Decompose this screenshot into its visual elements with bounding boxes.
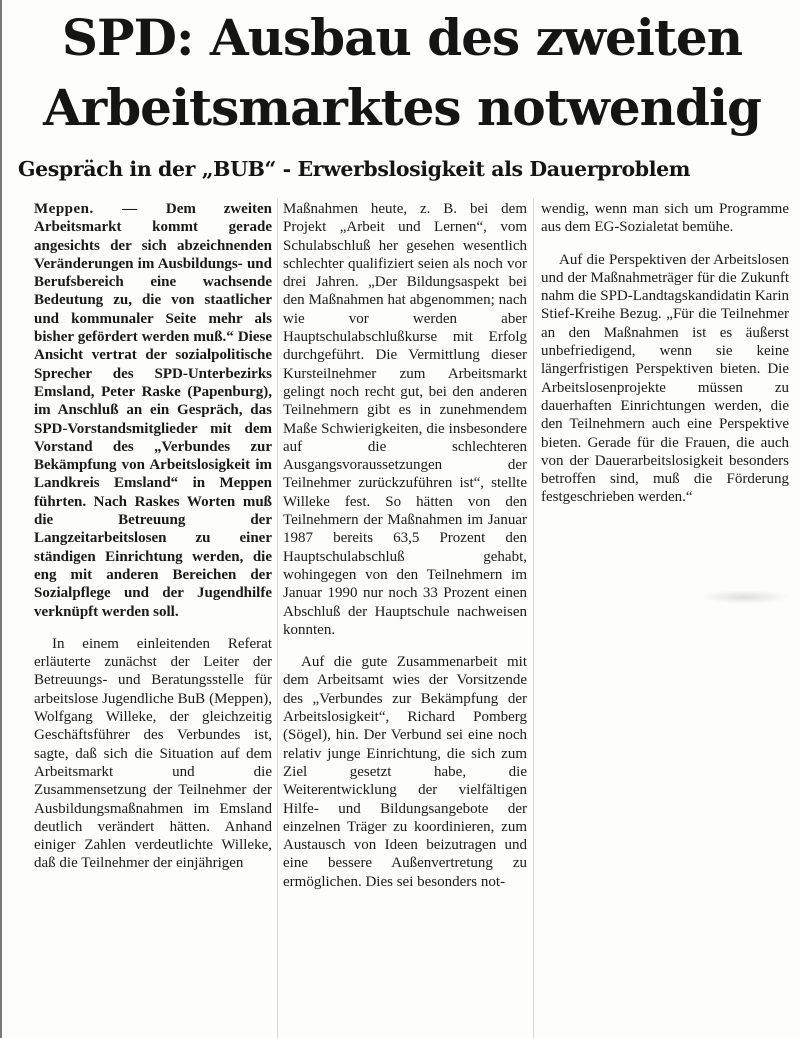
article-column-1 xyxy=(34,200,272,873)
body-paragraph: Auf die Perspektiven der Arbeitslosen und der Maßnahmeträger für die Zukunft nahm die SPD-Landtagskandidatin Karin Stief-Kreihe Bezug. „Für die Teilnehmer an den Maßnahmen ist es äußerst unbefriedigend, wenn sie keine längerfristigen Perspektiven bieten. Die Arbeitslosenprojekte müssen zu dauerhaften Einrichtungen werden, die den Teilnehmern auch eine Perspektive bieten. Gerade für die Frauen, die auch von der Dauerarbeitslosigkeit besonders betroffen sind, muß die Förderung festgeschrieben werden.“ xyxy=(541,251,789,506)
body-paragraph: In einem einleitenden Referat erläuterte zunächst der Leiter der Betreuungs- und Beratungsstelle für arbeitslose Jugendliche BuB (Meppen), Wolfgang Willeke, der gleichzeitig Geschäftsführer des Verbundes ist, sagte, daß sich die Situation auf dem Arbeitsmarkt und die Zusammensetzung der Teilnehmer der Ausbildungsmaßnahmen im Emsland deutlich verändert hätten. Anhand einiger Zahlen verdeutlichte Willeke, daß die Teilnehmer der einjährigen xyxy=(34,635,272,872)
lead-text: Dem zweiten Arbeitsmarkt kommt gerade angesichts der sich abzeichnenden Veränderungen im Ausbildungs- und Berufsbereich eine wachsende Bedeutung zu, die von staatlicher und kommunaler Seite mehr als bisher gefördert werden muß.“ Diese Ansicht vertrat der sozialpolitische Sprecher des SPD-Unterbezirks Emsland, Peter Raske (Papenburg), im Anschluß an ein Gespräch, das SPD-Vorstandsmitglieder mit dem Vorstand des „Verbundes zur Bekämpfung von Arbeitslosigkeit im Landkreis Emsland“ in Meppen führten. Nach Raskes Worten muß die Betreuung der Langzeitarbeitslosen zu einer ständigen Einrichtung werden, die eng mit anderen Bereichen der Sozialpflege und der Jugendhilfe verknüpft werden soll. xyxy=(34,201,273,620)
body-paragraph: Maßnahmen heute, z. B. bei dem Projekt „Arbeit und Lernen“, vom Schulabschluß her gesehen wesentlich schlechter qualifiziert seien als noch vor drei Jahren. „Der Bildungsaspekt bei den Maßnahmen hat abgenommen; nach wie vor werden aber Hauptschulabschlußkurse mit Erfolg durchgeführt. Die Vermittlung dieser Kursteilnehmer zum Arbeitsmarkt gelingt noch recht gut, bei den anderen Teilnehmern gibt es in zunehmendem Maße Schwierigkeiten, die insbesondere auf die schlechteren Ausgangsvoraussetzungen der Teilnehmer zurückzuführen ist“, stellte Willeke fest. So hätten von den Teilnehmern der Maßnahmen im Januar 1987 bereits 63,5 Prozent den Hauptschulabschluß gehabt, wohingegen von den Teilnehmern im Januar 1990 nur noch 33 Prozent einen Abschluß der Hauptschule nachweisen konnten. xyxy=(283,201,527,638)
article-column-2 xyxy=(283,200,527,891)
column-divider xyxy=(533,198,534,1038)
body-paragraph: wendig, wenn man sich um Programme aus dem EG-Sozialetat bemühe. xyxy=(541,201,789,236)
dateline: Meppen. — xyxy=(34,201,166,217)
body-paragraph: Auf die gute Zusammenarbeit mit dem Arbeitsamt wies der Vorsitzende des „Verbundes zur Bekämpfung der Arbeitslosigkeit“, Richard Pomberg (Sögel), hin. Der Verbund sei eine noch relativ junge Einrichtung, die sich zum Ziel gesetzt habe, die Weiterentwicklung der vielfältigen Hilfe- und Bildungsangebote der einzelnen Träger zu koordinieren, zum Austausch von Ideen beizutragen und eine bessere Außenvertretung zu ermöglichen. Dies sei besonders not- xyxy=(283,654,527,890)
print-smudge xyxy=(700,590,790,604)
column-divider xyxy=(277,198,278,1038)
lead-paragraph xyxy=(34,200,272,621)
subheadline: Gespräch in der „BUB“ - Erwerbslosigkeit als Dauerproblem xyxy=(18,157,691,181)
article-column-3 xyxy=(541,200,789,507)
headline-line-1: SPD: Ausbau des zweiten xyxy=(61,8,743,67)
headline-line-2: Arbeitsmarktes notwendig xyxy=(43,78,761,137)
clipping-edge xyxy=(0,0,2,1038)
